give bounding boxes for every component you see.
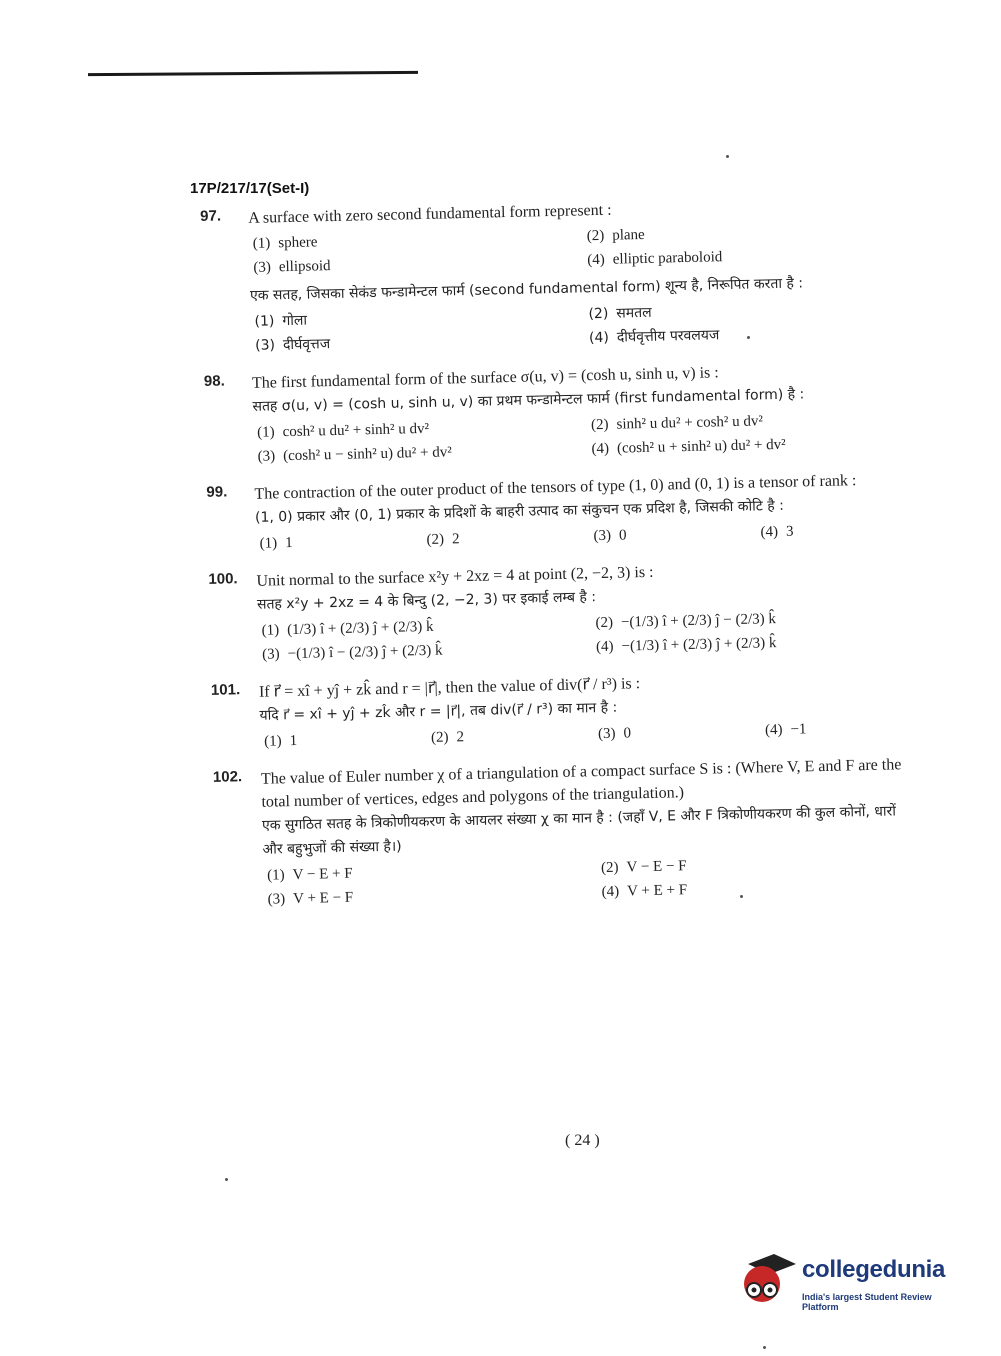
question-list	[200, 192, 916, 927]
option-2: (2) V − E − F	[600, 858, 687, 877]
question-101	[211, 666, 912, 755]
question-text-hi: सतह x²y + 2xz = 4 के बिन्दु (2, −2, 3) पर इकाई लम्ब है :	[256, 589, 597, 613]
question-number: 102.	[212, 768, 243, 786]
question-text-hi: सतह σ(u, v) = (cosh u, sinh u, v) का प्रथम फन्डामेन्टल फार्म (first fundamental form) है :	[252, 386, 805, 415]
option-2: (2) −(1/3) î + (2/3) ĵ − (2/3) k̂	[595, 611, 777, 632]
question-text-hi: एक सतह, जिसका सेकंड फन्डामेन्टल फार्म (second fundamental form) शून्य है, निरूपित करता है :	[249, 275, 804, 304]
question-number: 97.	[200, 207, 222, 225]
option-1: (1) V − E + F	[266, 865, 353, 884]
option-4: (4) −1	[764, 721, 807, 739]
question-number: 99.	[206, 483, 228, 501]
option-1: (1) cosh² u du² + sinh² u dv²	[256, 420, 430, 441]
option-3: (3) 0	[597, 725, 632, 743]
question-text-hi: एक सुगठित सतह के त्रिकोणीयकरण के आयलर संख्या χ का मान है : (जहाँ V, E और F त्रिकोणीयकरण की कुल कोनों, धारों और बहुभुजों की संख्या है।)	[261, 803, 897, 858]
question-99	[206, 468, 907, 557]
option-2: (2) 2	[426, 531, 460, 548]
question-text-en: The value of Euler number χ of a triangulation of a compact surface S is : (Where V, E and F are the total number of vertices, edges and polygons of the triangulation.)	[260, 756, 902, 811]
question-98	[204, 357, 906, 470]
question-number: 100.	[208, 570, 238, 588]
scan-speck	[726, 155, 729, 158]
option-2: (2) sinh² u du² + cosh² u dv²	[590, 413, 764, 434]
scan-speck	[740, 895, 743, 898]
question-97	[200, 192, 903, 359]
option-3: (3) −(1/3) î − (2/3) ĵ + (2/3) k̂	[261, 642, 443, 663]
page-number: ( 24 )	[565, 1132, 600, 1149]
option-4: (4) elliptic paraboloid	[587, 249, 723, 269]
question-text-hi: (1, 0) प्रकार और (0, 1) प्रकार के प्रदिशों के बाहरी उत्पाद का संकुचन एक प्रदिश है, जिसकी कोटि है :	[254, 497, 785, 526]
option-4: (4) दीर्घवृत्तीय परवलयज	[588, 327, 720, 347]
paper-code: 17P/217/17(Set-I)	[190, 180, 310, 197]
mascot-icon	[740, 1250, 798, 1308]
collegedunia-logo	[740, 1250, 970, 1310]
question-text-hi: यदि r⃗ = xî + yĵ + zk̂ और r = |r⃗|, तब div(r⃗ / r³) का मान है :	[259, 699, 618, 724]
option-1: (1) (1/3) î + (2/3) ĵ + (2/3) k̂	[261, 618, 434, 639]
question-102	[213, 753, 916, 913]
option-4: (4) (cosh² u + sinh² u) du² + dv²	[591, 436, 786, 458]
option-4: (4) 3	[760, 523, 794, 541]
option-1: (1) 1	[259, 534, 293, 552]
option-4: (4) −(1/3) î + (2/3) ĵ + (2/3) k̂	[595, 635, 777, 656]
question-text-en: The first fundamental form of the surface σ(u, v) = (cosh u, sinh u, v) is :	[251, 364, 719, 392]
scan-speck	[747, 336, 750, 339]
option-1: (1) गोला	[254, 312, 308, 330]
option-1: (1) sphere	[252, 234, 318, 252]
option-3: (3) 0	[593, 527, 627, 545]
question-text-en: The contraction of the outer product of the tensors of type (1, 0) and (0, 1) is a tensor of rank :	[254, 472, 857, 503]
brand-tagline: India's largest Student Review Platform	[802, 1292, 932, 1312]
question-number: 98.	[203, 372, 225, 390]
question-text-en: If r⃗ = xî + yĵ + zk̂ and r = |r⃗|, then the value of div(r⃗ / r³) is :	[258, 675, 641, 701]
option-3: (3) दीर्घवृत्तज	[254, 336, 331, 354]
option-2: (2) 2	[430, 729, 465, 746]
question-number: 101.	[210, 681, 241, 699]
option-2: (2) समतल	[588, 304, 652, 323]
option-3: (3) ellipsoid	[253, 258, 331, 276]
brand-name: collegedunia	[802, 1256, 946, 1283]
scan-speck	[225, 1178, 228, 1181]
option-3: (3) V + E − F	[267, 889, 354, 908]
question-text-en: A surface with zero second fundamental form represent :	[248, 201, 612, 227]
top-rule	[88, 71, 418, 76]
option-2: (2) plane	[586, 226, 645, 245]
question-100	[208, 555, 910, 668]
option-1: (1) 1	[263, 732, 298, 750]
scan-speck	[763, 1346, 766, 1349]
option-4: (4) V + E + F	[601, 882, 688, 901]
option-3: (3) (cosh² u − sinh² u) du² + dv²	[257, 444, 452, 465]
question-text-en: Unit normal to the surface x²y + 2xz = 4 at point (2, −2, 3) is :	[256, 563, 654, 590]
